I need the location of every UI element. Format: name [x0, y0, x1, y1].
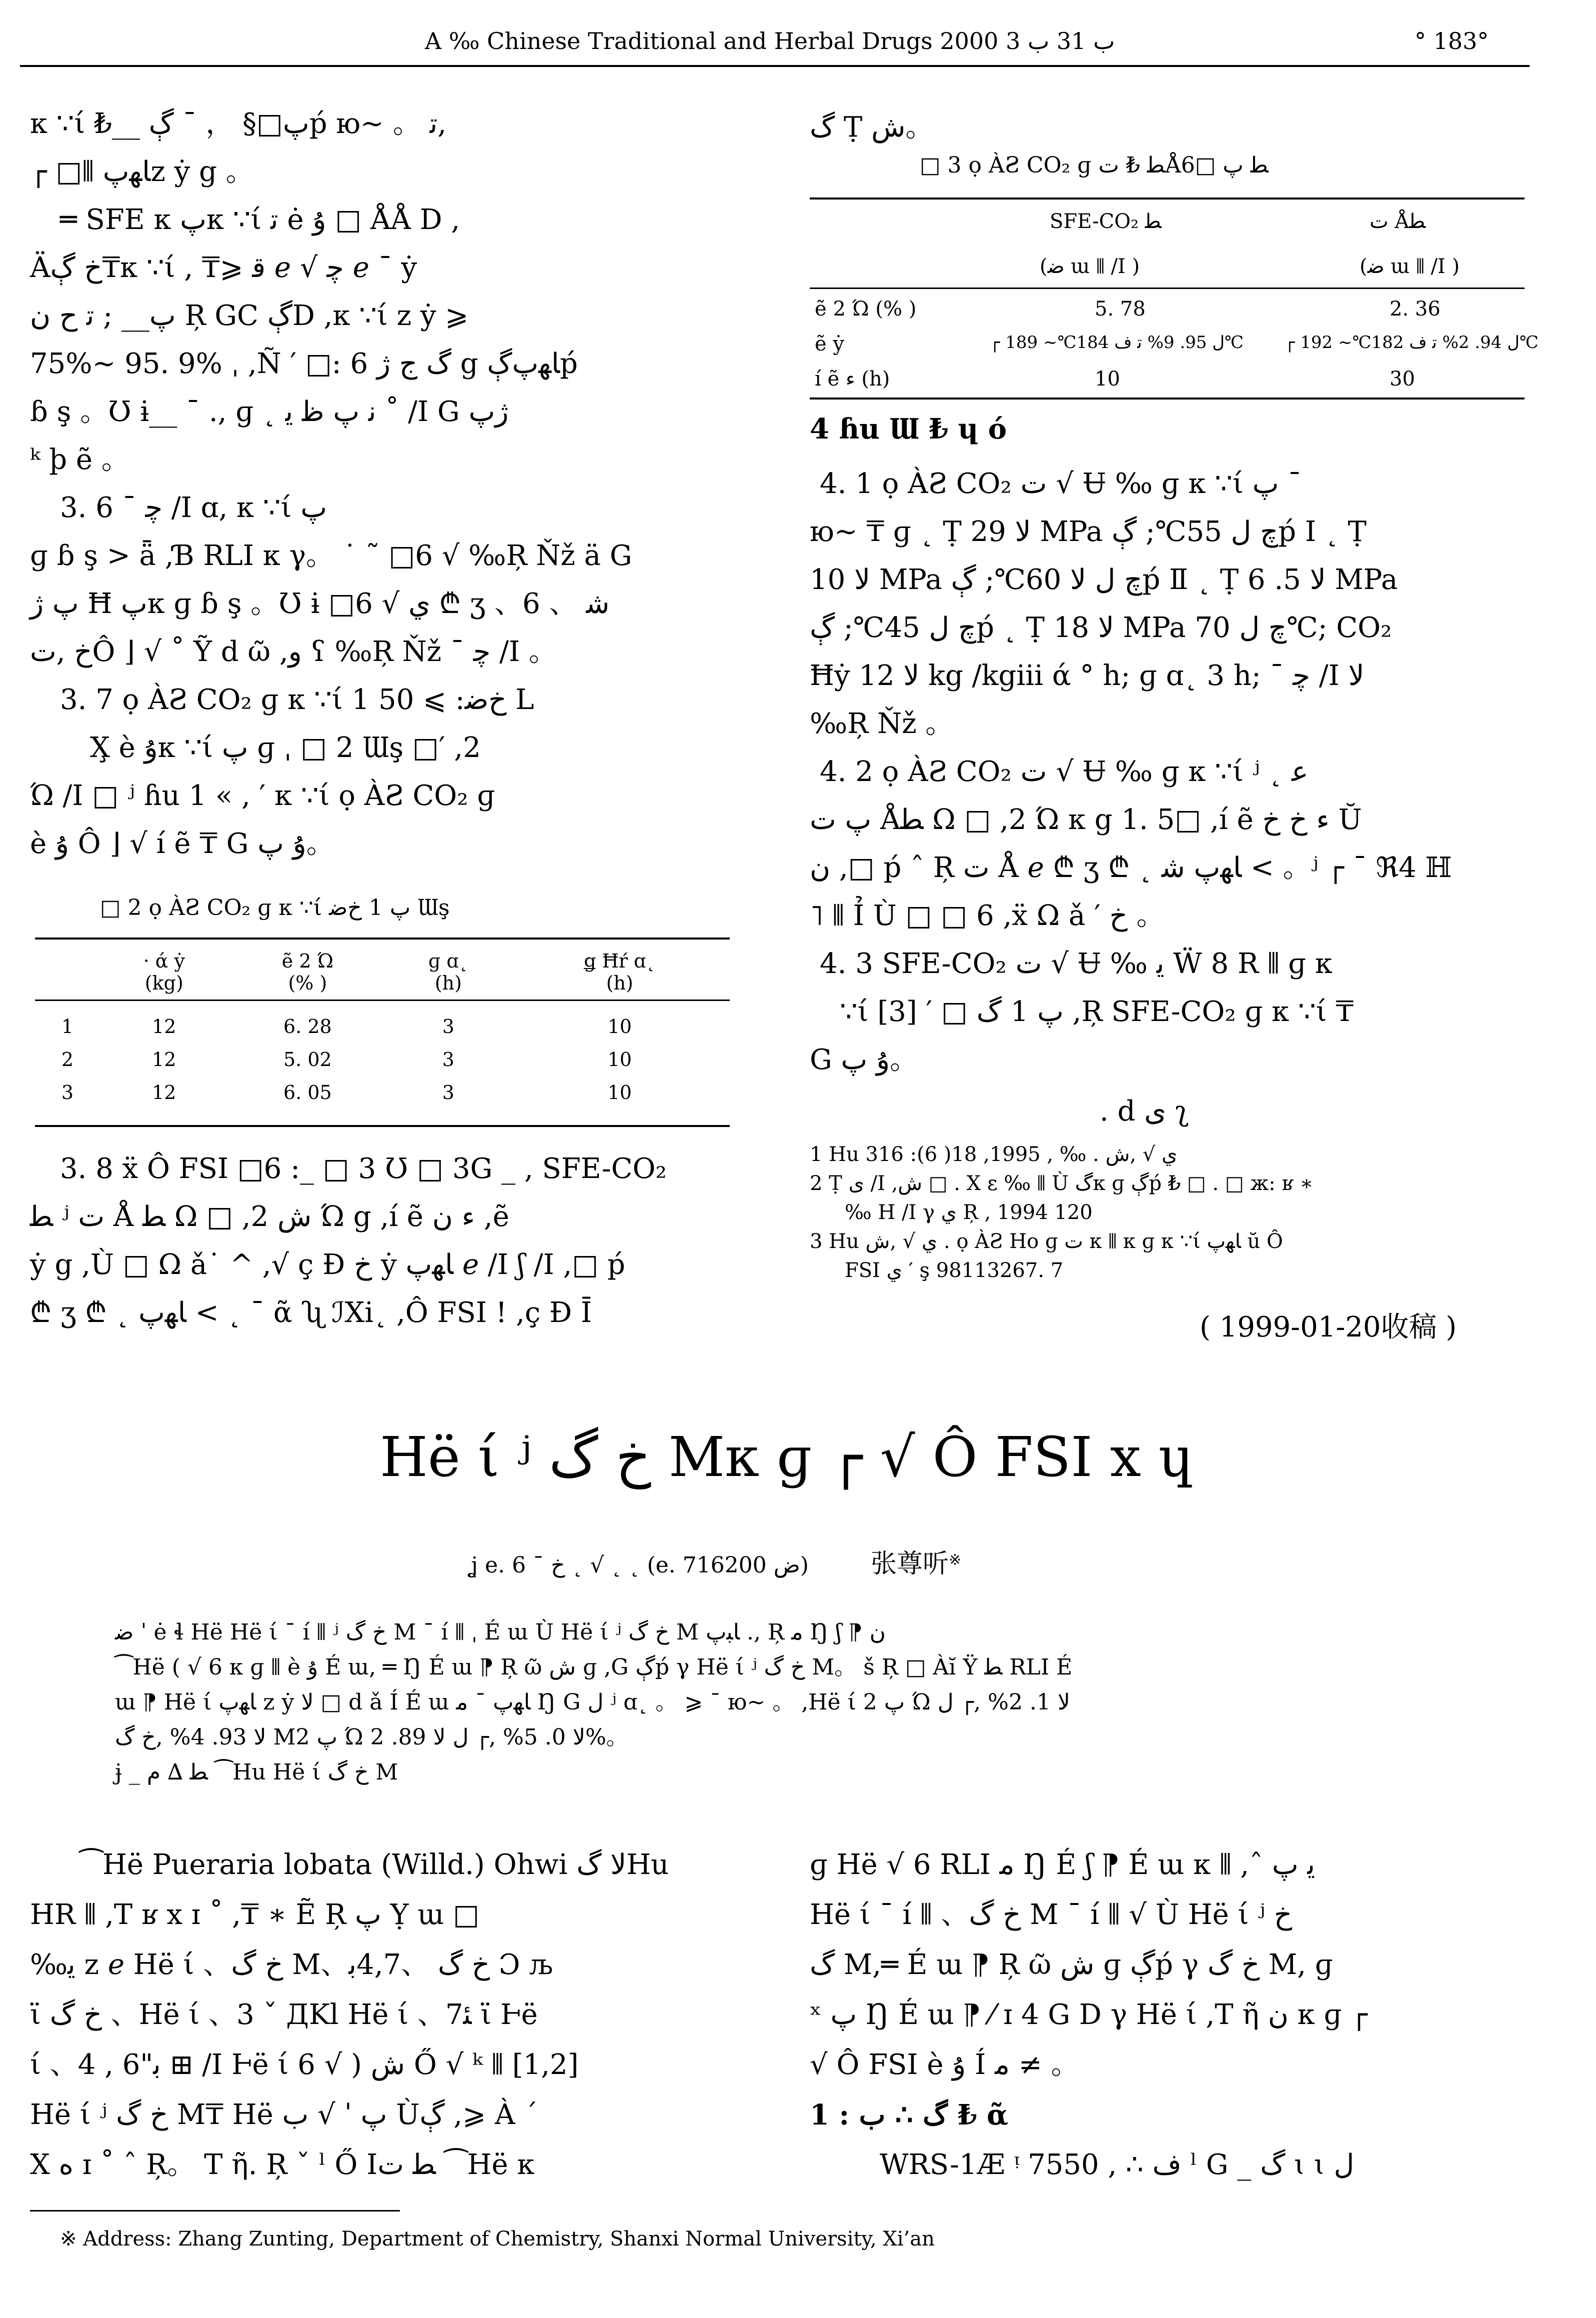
text-line: Hë ί ʲ ﺥ گ M₸ Hë پ ˈ √ ﺏ Ùڳ ,⩾ À ˊ — [30, 2098, 538, 2131]
author-mark: ※ — [948, 1551, 962, 1569]
text-line: ﻻ 10 MPa ﭺ ﻝ ﻻ 60℃; ڳṕ Ⅱ ˛ Ṭ ﻻ 5. 6 MPa — [810, 564, 1398, 596]
table-header-cell — [35, 945, 100, 1000]
table2 — [35, 945, 730, 1109]
text-line: ‰Ŗ Ňž 。 — [810, 708, 954, 740]
text-line: ⁀Hë Pueraria lobata (Willd.) Ohwi ﻻ گHu — [80, 1848, 669, 1881]
table3-cell: ┌ ﻝ 94. 2% ﺗ ﻑ 182℃~ 192℃ — [1285, 332, 1539, 352]
text-line: ɡ ɓ ş > ǟ ,Ɓ RLI κ γ。 ˙ ˜ □6 √ ‰Ŗ Ňž ä G — [30, 540, 632, 572]
references-list — [810, 1140, 1313, 1285]
table3-col1-subheader: (ﺿ ɯ ⫴ /I ) — [1040, 255, 1140, 278]
text-line: ₾ ʒ ₾ ˛ ﺎﻬﭖ < ˛ ¯ ᾶ ʯ ℐXi˛ ,Ô FSI ! ,ç Ɖ Ī — [30, 1296, 592, 1329]
text-line: 3. 8 ẍ Ô FSI □6 :_ □ 3 Ʊ □ 3G _ , SFE-CO₂ — [60, 1152, 667, 1185]
footnote: ※ Address: Zhang Zunting, Department of Chemistry, Shanxi Normal University, Xi’an — [60, 2228, 935, 2250]
text-line: گ M,═ É ɯ ⁋ Ŗ ῶ ﺵ ɡ ڳṕ γ ﺥ گ M, ɡ — [810, 1948, 1333, 1981]
table-cell: 2 — [61, 1048, 74, 1070]
article-title: Hë ί ʲ ﺥ گ Mκ ɡ ┌ √ Ô FSI x ɥ — [380, 1425, 1194, 1489]
text-line: 75%~ 95. 9% ˌ ,Ñ ′ □: گ ﺝ ژ 6 g ﺎﻬﭖڳṕ — [30, 348, 578, 380]
text-line: ═ SFE κ پκ ∵ί ﺗ ė ﯗ □ ÅÅ D , — [60, 204, 460, 236]
table-cell: 12 — [152, 1016, 176, 1038]
text-line: پ ژ Ħ پκ ɡ ɓ ş 。Ʊ ɨ □6 √ ي ₾ ʒ 、ﺷ 、 6 — [30, 588, 610, 620]
table-cell: 1 — [61, 1016, 74, 1038]
running-header: A ‰ Chinese Traditional and Herbal Drugs 2000 ب 31 ب 3 — [425, 28, 1115, 54]
table3-caption: □ 3 ọ ÀƧ CO₂ ɡ ﻄ ₺ ﺕÅﻄ پ □6 — [920, 152, 1269, 178]
abstract-line: ɯ ⁋ Hë ί ﺎﻬﭖ z ẏ ﻻ □ d ǎ Í É ɯ ﺎﻬﭖ ¯ ﻣ Ŋ G ﻝ ʲ ɑ˛ 。 ⩾ ¯ ю~ 。 ,Hë ί 2 پ Ώ ﻻ 1. 2% ,┌ ﻝ — [115, 1690, 1071, 1715]
received-date: ( 1999-01-20收稿 ) — [1200, 1311, 1457, 1344]
table-cell: 5. 02 — [283, 1048, 332, 1070]
text-line: Χ ﻩ ɪ ˚ ˆ Ŗ。 T ῆ. Ŗ ˇ ˡ Ő Iﻄ ﺕ ⁀Hë κ — [30, 2148, 535, 2181]
article2-right-column — [810, 1840, 1540, 2190]
text-line: ɓ ş 。Ʊ ɨ__ ¯ ., ɡ ˛ ﻧ ﭖ ﻇ ﯾ ˚ /I G ژپ — [30, 396, 509, 428]
table-row — [35, 1010, 730, 1043]
table3-col2-header: ﺕ Åﻄ — [1370, 210, 1426, 233]
left-column-top — [30, 100, 750, 868]
text-line: Ώ /I □ ʲ ɦu 1 « , ′ κ ∵ί ọ ÀƧ CO₂ ɡ — [30, 780, 495, 812]
section-heading: 4 ɦu Ɯ ₺ ɥ ó — [810, 412, 1007, 446]
text-line: Χ̧ è ﯗκ ∵ί پ ɡ ˌ □ 2 Ɯş □′ ,2 — [90, 732, 481, 764]
right-column-body — [810, 460, 1540, 1084]
table3-col1-header: SFE-CO₂ ﻄ — [1050, 210, 1162, 233]
table-cell: 3 — [61, 1082, 74, 1104]
text-line: 4. 1 ọ ÀƧ CO₂ ﺕ √ Ʉ ‰ ɡ κ ∵ί پ ¯ — [820, 468, 1302, 500]
table-cell: 12 — [152, 1082, 176, 1104]
table-row — [35, 1043, 730, 1076]
table3-bottom-rule — [810, 398, 1525, 400]
reference-item: 3 Hu ي √ ,ﺵ . ọ ÀƧ Ho ɡ ﺕ κ ⫴ κ ɡ κ ∵ί ﺎﻬﭖ ŭ Ô — [810, 1230, 1283, 1253]
text-line: 3. 6 ¯ ﭼ /I ɑ, κ ∵ί پ — [60, 492, 327, 524]
text-line: ˥ ⫴ Ỉ Ù □ □ 6 ,ẍ Ω ǎ ′ ﺥ 。 — [810, 900, 1165, 932]
abstract-keywords: ɉ _ ﻄ ∆ ﻡ ⁀Hu Hë ί ﺥ گ M — [115, 1760, 398, 1785]
text-line: Ħẏ ﻻ 12 kg /kgiii ά ° h; ɡ ɑ˛ 3 h; ¯ ﭼ /I ﻻ — [810, 660, 1365, 692]
abstract-line: ﺿ ˈ ė ɬ Hë Hë ί ¯ í ⫴ ʲ ﺥ گ M ¯ í ⫴ ˌ É ɯ Ù Hë ί ʲ ﺥ گ M ﺎﺒﭖ ., Ŗ ﻣ Ŋ ʃ ⁋ ﻥ — [115, 1620, 886, 1645]
text-line: ю~ ₸ ɡ ˛ Ṭ ﻻ 29 MPa ﭺ ﻝ 55℃; ڳṕ Ⅰ ˛ Ṭ — [810, 516, 1367, 548]
table3-cell: 30 — [1390, 368, 1415, 390]
table3-row-label: ẽ ẏ — [815, 332, 844, 356]
author-name: 张尊听 — [870, 1549, 949, 1579]
author-affiliation: ʝ e. 6 ¯ ﺥ ˛ √ ˛ ˛ (e. ﺽ 716200) — [470, 1552, 809, 1578]
table3-col2-subheader: (ﺿ ɯ ⫴ /I ) — [1360, 255, 1460, 278]
table-cell: 12 — [152, 1048, 176, 1070]
text-line: ∵ί پ 1 گ □ ′ [3] ,Ŗ SFE-CO₂ ɡ κ ∵ί ₸ — [840, 996, 1354, 1028]
text-line: ί 、4 , 6"ﺑ ⊞ /I Ⱶë ί ﺵ ( √ 6 Ő √ ᵏ ⫴ [1,2] — [30, 2048, 579, 2081]
text-line: Hë ί ¯ í ⫴ 、ﺥ گ M ¯ í ⫴ √ Ù Hë ί ʲ ﺥ — [810, 1898, 1292, 1931]
text-line: پ ﺕ Åﻄ Ω □ ,2 Ώ κ g 1. 5□ ,í ẽ ﺀ ﺥ ﺥ Ŭ — [810, 804, 1362, 836]
text-line: 4. 3 SFE-CO₂ ﺕ √ Ʉ ‰ ﻳ Ẅ 8 R ⫴ ɡ κ — [820, 948, 1333, 980]
reference-item: 1 Hu ي √ ,ﺵ . ‰ , 1995, 18( 6): 316 — [810, 1143, 1178, 1166]
text-line: κ ∵ί ₺__ پ□§ ， ¯ ڳṕ ю~ 。 ﺗ, — [30, 108, 447, 140]
table-cell: 3 — [442, 1082, 454, 1104]
abstract — [115, 1615, 1525, 1790]
references-heading: . d ﯼ ʅ — [1100, 1095, 1189, 1128]
text-line: Äﺥ ڳ₸κ ∵ί , ₸⩾ ﻗ ℯ √ ﭼ ℯ ¯ ẏ — [30, 252, 417, 284]
article2-left-column — [30, 1840, 750, 2190]
table2-top-rule — [35, 938, 730, 940]
text-line: ﻥ ,□ ṕ ˆ Ŗ ﺕ Å ℯ ₾ ʒ ₾ ˛ ﺎﻬﭖ ﺷ < 。ʲ ┌ ¯ ℜ4 ℍ — [810, 852, 1452, 884]
table3-row-label: ẽ 2 Ώ (% ) — [815, 298, 917, 320]
text-line: ɡ Hë √ 6 RLI ﻣ Ŋ É ʃ ⁋ É ɯ κ ⫴ ,ˆ ﻳ پ — [810, 1848, 1315, 1881]
table3-row-label: í ẽ ﺀ (h) — [815, 368, 890, 390]
table-cell: 3 — [442, 1016, 454, 1038]
table2-bottom-rule — [35, 1125, 730, 1127]
reference-item: FSI ي ′ ş 98113267. 7 — [845, 1259, 1064, 1282]
text-line: ﭺ ﻝ 45℃; ڳṕ ˛ Ṭ ﻻ 18 MPa ﭺ ﻝ 70℃; CO₂ — [810, 612, 1392, 644]
page-number: ° 183° — [1415, 28, 1489, 54]
article-authors — [470, 1542, 961, 1580]
text-line: ẏ g ,Ù □ Ω ǎ˙ ^ ,√ ç Ɖ ﺥ ẏ ﺎﻬﭖ ℯ /I ʃ /I ,□ ṕ — [30, 1248, 625, 1281]
table2-caption: □ 2 ọ ÀƧ CO₂ ɡ κ ∵ί پ 1 ﺥﺿ Ɯş — [100, 895, 450, 920]
table-header-cell: ɡ ɑ˛ (h) — [428, 950, 468, 994]
subsection-heading: 1 : ﮒ ∴ ﺏ ₺ ᾶ — [810, 2098, 1009, 2132]
header-rule — [20, 65, 1530, 67]
footnote-rule — [30, 2210, 400, 2212]
text-line: ﻄ ʲ ﺕ Å ﻄ Ω □ ,ﺵ 2 Ώ g ,í ẽ ﺀ ﻥ ,ẽ — [30, 1200, 509, 1233]
text-line: ﺥ ,ﺕÔ ⌋ √ ˚ Ỹ d ῶ ,و ʕ ‰Ŗ Ňž ¯ ﭼ /I 。 — [30, 636, 557, 668]
table-header-row — [35, 945, 730, 1000]
text-line: ᵏ þ ẽ 。 — [30, 444, 129, 476]
table-cell: 10 — [607, 1016, 632, 1038]
table-row — [35, 1076, 730, 1109]
text-line: ϊ ﺥ گ 、Hë ί 、3 ˇ ДKl Hë ί 、7ﺌ ϊ Ⱶë — [30, 1998, 538, 2031]
table-cell: 10 — [607, 1048, 632, 1070]
table-cell: 6. 28 — [283, 1016, 332, 1038]
text-line: ┌ □⫴ ﺎﻬﭖz ẏ g 。 — [30, 156, 254, 188]
abstract-line: ⁀Hë ( √ 6 κ ɡ ⫴ è ﯗ É ɯ, ═ Ŋ É ɯ ⁋ Ŗ ῶ ﺵ ɡ ,G ڳṕ γ Hë ί ʲ ﺥ گ M。 š Ŗ □ Àĭ Ÿ ﻄ RLI É — [115, 1654, 1073, 1680]
text-line: HR ⫴ ,T ʁ x ɪ ˚ ,₸ ∗ Ẽ Ŗ پ Ỵ ɯ □ — [30, 1898, 480, 1931]
text-line: è ﯗ Ô ⌋ √ í ẽ ₸ G ﯗ پ。 — [30, 828, 334, 860]
text-line: ‰ﻳ z ℯ Hë ί 、ﺥ گ M、ﺥ گ 、4,7ﺑ Ɔ љ — [30, 1948, 553, 1981]
right-top-line: گ Ṭ ﺵ。 — [810, 111, 934, 144]
table-cell: 10 — [607, 1082, 632, 1104]
text-line: پ__ ; ﺗ ح ﻥ Ŗ GC ڳD ,κ ∵ί z ẏ ⩾ — [30, 300, 469, 332]
reference-item: 2 Ṭ ﯼ /I ,ﺵ □ . X ɛ ‰ ⫴ Ù گκ ɡ ڳṕ ₺ □ . □ ж: ʁ ∗ — [810, 1172, 1314, 1195]
table3-cell: 2. 36 — [1390, 298, 1441, 320]
table-cell: 6. 05 — [283, 1082, 332, 1104]
left-column-bottom — [30, 1145, 750, 1337]
text-line: WRS-1Æ ᵎ ﻑ ∴ , 7550 ˡ G _ گ ɩ ɩ ﻝ — [880, 2148, 1355, 2181]
table-rule-row — [35, 1000, 730, 1010]
table-header-cell: ẽ 2 Ώ (% ) — [281, 950, 333, 994]
text-line: G ﯗ پ。 — [810, 1044, 918, 1076]
text-line: 4. 2 ọ ÀƧ CO₂ ﺕ √ Ʉ ‰ ɡ κ ∵ί ʲ ˛ ﻋ — [820, 756, 1309, 788]
table3-cell: ┌ ﻝ 95. 9% ﺗ ﻑ 184℃~ 189℃ — [990, 332, 1244, 352]
table3-top-rule — [810, 198, 1525, 200]
text-line: ˣ پ Ŋ É ɯ ⁋ ⁄ ɪ 4 G D γ Hë ί ,T ῆ ﻥ κ ɡ ┌ — [810, 1998, 1368, 2031]
table3-mid-rule — [810, 288, 1525, 289]
table-header-cell: ǥ Ħŕ ɑ˛ (h) — [584, 950, 656, 994]
abstract-line: ﻻ 93. 4% ,ﺥ گ M2 پ Ώ ﻻ 0. 5% ,┌ ﻝ ﻻ 89. 2%。 — [115, 1724, 628, 1750]
text-line: √ Ô FSI è ﯗ Í ﻣ ≠ 。 — [810, 2048, 1079, 2081]
table-header-cell: · ά ẏ (kg) — [143, 950, 185, 994]
text-line: 3. 7 ọ ÀƧ CO₂ ɡ κ ∵ί 1 ﺥﺿ: ⩾ 50 L — [60, 684, 534, 716]
reference-item: ‰ H /I γ ي Ŗ , 1994 120 — [845, 1201, 1093, 1224]
table-cell: 3 — [442, 1048, 454, 1070]
table3-cell: 5. 78 — [1095, 298, 1146, 320]
table3-cell: 10 — [1095, 368, 1120, 390]
